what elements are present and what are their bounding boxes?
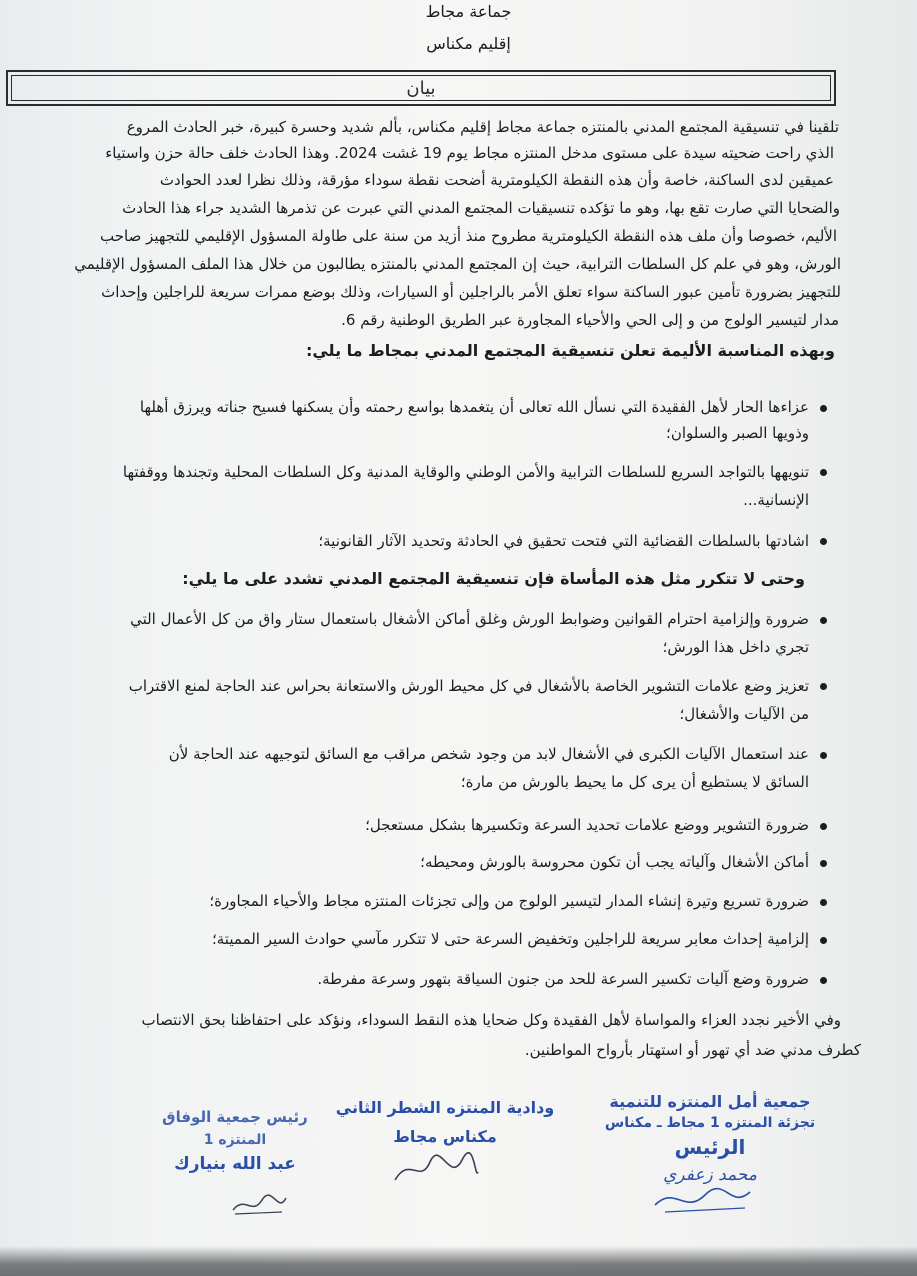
intro-line: الورش، وهو في علم كل السلطات الترابية، حيث إن المجتمع المدني بالمنتزه يطالبون من خلال هذا الملف المسؤول الإقليمي [74, 255, 841, 273]
stamp-line: رئيس جمعية الوفاق [162, 1108, 308, 1126]
bullet-icon [820, 977, 827, 984]
list-item: أماكن الأشغال وآلياته يجب أن تكون محروسة بالورش ومحيطه؛ [420, 853, 809, 871]
closing-line: وفي الأخير نجدد العزاء والمواساة لأهل الفقيدة وكل ضحايا هذه النقط السوداء، ونؤكد على احتفاظنا بحق الانتصاب [141, 1011, 841, 1029]
document-title: بيان [11, 75, 831, 101]
bullet-icon [820, 752, 827, 759]
section1-heading: وبهذه المناسبة الأليمة تعلن تنسيقية المجتمع المدني بمجاط ما يلي: [305, 341, 835, 360]
list-item: تنويهها بالتواجد السريع للسلطات الترابية والأمن الوطني والوقاية المدنية وكل السلطات المحلية وتجندها ووقفتها [122, 463, 809, 481]
list-item: من الآليات والأشغال؛ [679, 705, 809, 723]
intro-line: مدار لتيسير الولوج من و إلى الحي والأحياء المجاورة عبر الطريق الوطنية رقم 6. [341, 311, 839, 329]
signer-name: عبد الله بنيارك [174, 1154, 296, 1174]
list-item: تعزيز وضع علامات التشوير الخاصة بالأشغال في كل محيط الورش والاستعانة بحراس عند الحاجة لمنع الاقتراب [128, 677, 809, 695]
signature-scribble [230, 1190, 290, 1220]
stamp-line: المنتزه 1 [203, 1132, 267, 1148]
list-item: عزاءها الحار لأهل الفقيدة التي نسأل الله تعالى أن يتغمدها بواسع رحمته وأن يسكنها فسيح جناته ويرزق أهلها [139, 398, 809, 416]
commune-header: جماعة مجاط [425, 2, 512, 21]
list-item: ضرورة وإلزامية احترام القوانين وضوابط الورش وغلق أماكن الأشغال باستعمال ستار واق من كل الأعمال التي [130, 610, 809, 628]
list-item: الإنسانية... [743, 491, 809, 509]
left-association-stamp [130, 1108, 340, 1174]
middle-association-stamp [330, 1098, 560, 1146]
list-item: ضرورة التشوير ووضع علامات تحديد السرعة وتكسيرها بشكل مستعجل؛ [365, 816, 809, 834]
intro-line: للتجهيز بضرورة تأمين عبور الساكنة سواء تعلق الأمر بالراجلين أو السيارات، وذلك بوضع ممرات سريعة للراجلين وإحداث [101, 283, 841, 301]
list-item: ضرورة وضع آليات تكسير السرعة للحد من جنون السياقة بتهور وسرعة مفرطة. [317, 970, 809, 988]
list-item: السائق لا يستطيع أن يرى كل ما يحيط بالورش من مارة؛ [460, 773, 809, 791]
right-association-stamp [590, 1092, 830, 1185]
bullet-icon [820, 823, 827, 830]
bullet-icon [820, 617, 827, 624]
intro-line: الذي راحت ضحيته سيدة على مستوى مدخل المنتزه مجاط يوم 19 غشت 2024. وهذا الحادث خلف حالة حزن واستياء [105, 144, 834, 162]
intro-line: الأليم، خصوصا وأن ملف هذه النقطة الكيلومترية مطروح منذ أزيد من سنة على طاولة المسؤول الإقليمي للتجهيز صاحب [100, 227, 837, 245]
bullet-icon [820, 469, 827, 476]
bullet-icon [820, 860, 827, 867]
list-item: عند استعمال الآليات الكبرى في الأشغال لابد من وجود شخص مراقب مع السائق لتوجيهه عند الحاجة لأن [168, 745, 809, 763]
province-header: إقليم مكناس [426, 34, 511, 53]
bullet-icon [820, 405, 827, 412]
list-item: اشادتها بالسلطات القضائية التي فتحت تحقيق في الحادثة وتحديد الآثار القانونية؛ [318, 532, 809, 550]
title-frame [6, 70, 836, 106]
intro-line: تلقينا في تنسيقية المجتمع المدني بالمنتزه جماعة مجاط إقليم مكناس، بألم شديد وحسرة كبيرة، خبر الحادث المروع [126, 118, 839, 136]
bullet-icon [820, 683, 827, 690]
list-item: إلزامية إحداث معابر سريعة للراجلين وتخفيض السرعة حتى لا تتكرر مآسي حوادث السير المميتة؛ [212, 930, 809, 948]
signature-scribble [650, 1180, 760, 1220]
stamp-line: تجزئة المنتزه 1 مجاط ـ مكناس [604, 1115, 816, 1131]
stamp-line: جمعية أمل المنتزه للتنمية [609, 1092, 811, 1111]
stamp-line: الرئيس [674, 1135, 746, 1159]
intro-line: والضحايا التي صارت تقع بها، وهو ما تؤكده تنسيقيات المجتمع المدني التي عبرت عن تذمرها الشديد جراء هذا الحادث [122, 199, 840, 217]
bullet-icon [820, 937, 827, 944]
bullet-icon [820, 538, 827, 545]
list-item: تجري داخل هذا الورش؛ [662, 638, 809, 656]
signature-scribble [390, 1150, 480, 1190]
bullet-icon [820, 899, 827, 906]
list-item: وذويها الصبر والسلوان؛ [666, 424, 809, 442]
intro-line: عميقين لدى الساكنة، خاصة وأن هذه النقطة الكيلومترية أضحت نقطة سوداء مؤرقة، وذلك نظرا لعدد الحوادث [159, 171, 834, 189]
closing-line: كطرف مدني ضد أي تهور أو استهتار بأرواح المواطنين. [524, 1041, 861, 1059]
section2-heading: وحتى لا تتكرر مثل هذه المأساة فإن تنسيقية المجتمع المدني تشدد على ما يلي: [182, 569, 805, 588]
stamp-line: ودادية المنتزه الشطر الثاني [335, 1098, 555, 1117]
stamp-line: مكناس مجاط [393, 1127, 497, 1146]
list-item: ضرورة تسريع وتيرة إنشاء المدار لتيسير الولوج من وإلى تجزئات المنتزه مجاط والأحياء المجاورة؛ [209, 892, 809, 910]
signer-name: محمد زعفري [663, 1165, 757, 1185]
